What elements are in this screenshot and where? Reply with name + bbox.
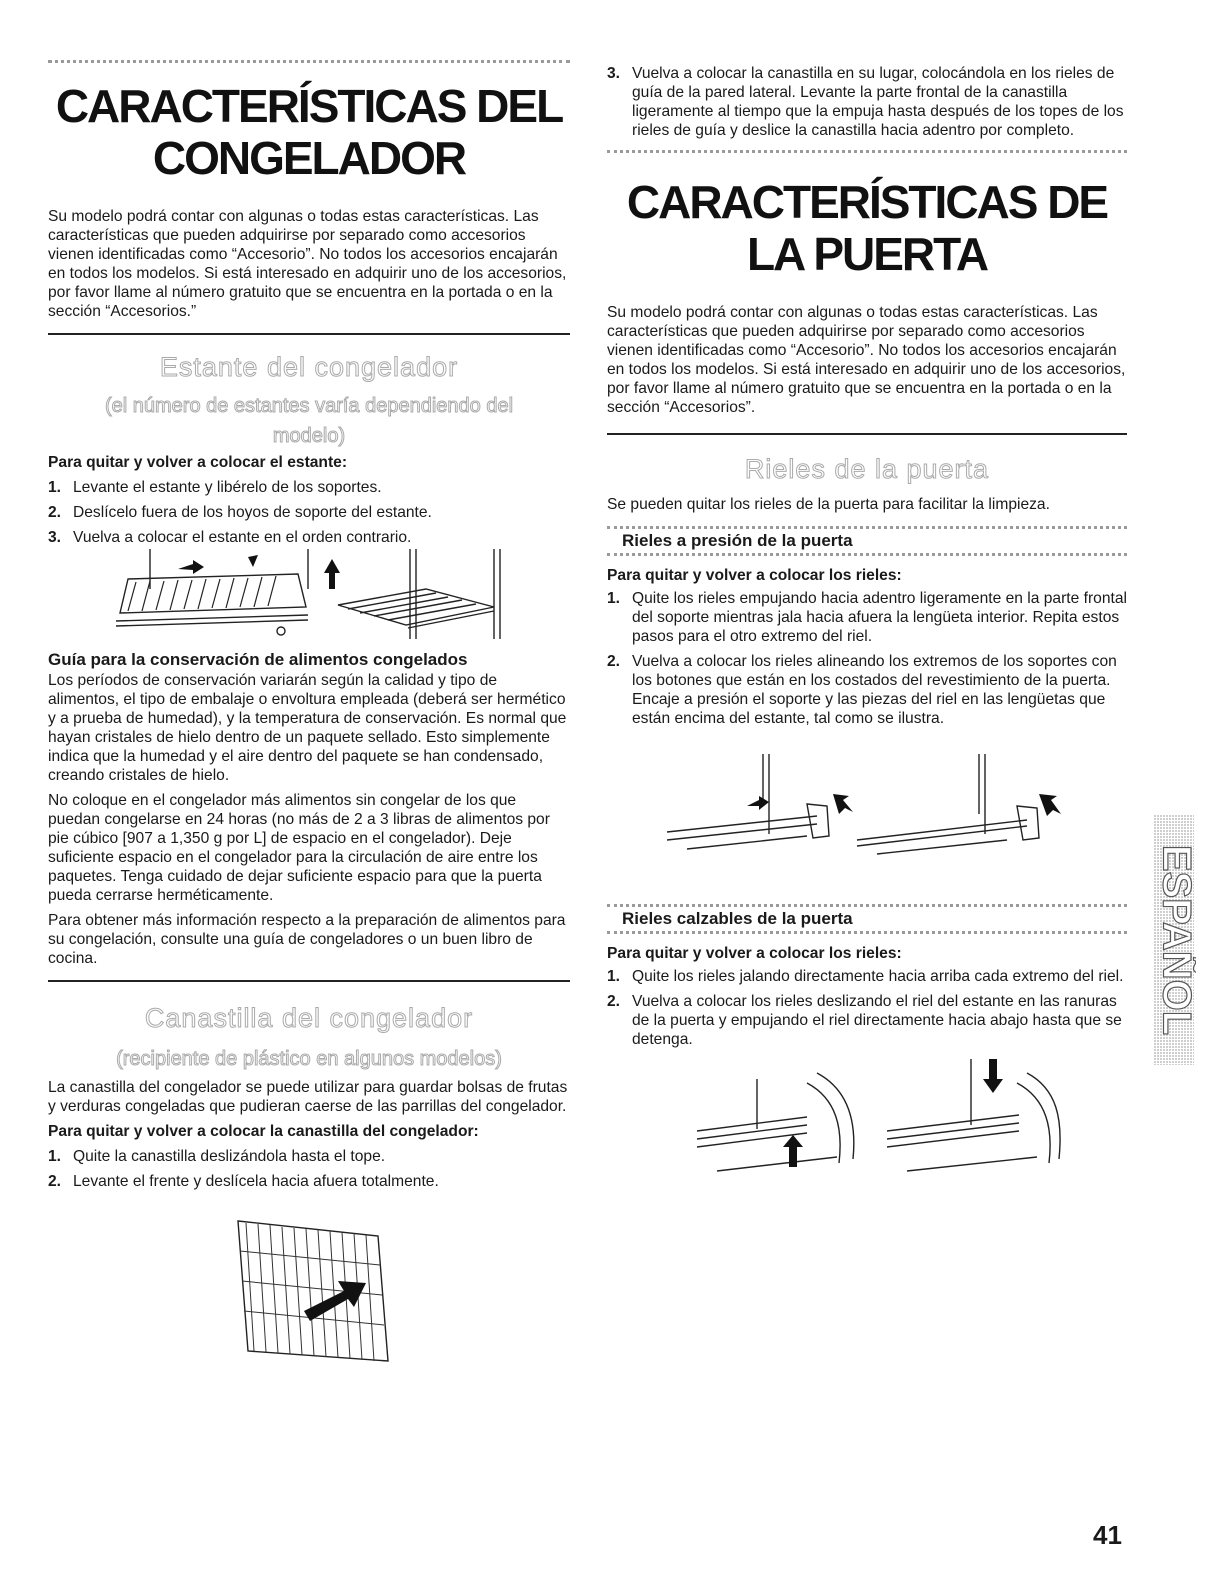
freezer-intro: Su modelo podrá contar con algunas o todas estas características. Las características que pueden adquirirse por separado como accesorios vienen identificadas como “Accesorio”. No todos los accesorios encajarán en todos los modelos. Si está interesado en adquirir uno de los accesorios, por favor llame al número gratuito que se encuentra en la portada o en la sección “Accesorios.” [48, 208, 567, 320]
slide-rails-heading: Rieles calzables de la puerta [622, 909, 853, 928]
section-rule [48, 333, 570, 335]
guide-heading: Guía para la conservación de alimentos congelados [48, 650, 468, 669]
guide-paragraph-3: Para obtener más información respecto a la preparación de alimentos para su congelación, consulte una guía de congeladores o un buen libro de cocina. [48, 912, 566, 967]
basket-subheading: (recipiente de plástico en algunos modelos) [116, 1048, 502, 1070]
list-item: 3. Vuelva a colocar el estante en el orden contrario. [48, 529, 412, 546]
slide-rail-left [697, 1073, 854, 1171]
shelf-heading: Estante del congelador [159, 352, 459, 382]
shelf-remove-drawing [116, 549, 308, 635]
dotted-rule [607, 150, 1127, 153]
rails-intro: Se pueden quitar los rieles de la puerta para facilitar la limpieza. [607, 496, 1050, 513]
list-item: 1. Quite los rieles jalando directamente hacia arriba cada extremo del riel. [607, 968, 1124, 985]
svg-text:ESPAÑOL: ESPAÑOL [1154, 844, 1196, 1036]
freezer-title-line2: CONGELADOR [152, 132, 466, 184]
basket-procedure-title: Para quitar y volver a colocar la canastilla del congelador: [48, 1123, 479, 1140]
page-number: 41 [1093, 1520, 1122, 1550]
door-intro: Su modelo podrá contar con algunas o todas estas características. Las características que pueden adquirirse por separado como accesorios vienen identificadas como “Accesorio”. No todos los accesorios encajarán en todos los modelos. Si está interesado en adquirir uno de los accesorios, por favor llame al número gratuito que se encuentra en la portada o en la sección “Accesorios”. [607, 304, 1126, 416]
left-column [48, 60, 570, 1371]
right-column [607, 60, 1127, 1189]
door-title-line1: CARACTERÍSTICAS DE [626, 176, 1108, 228]
rails-heading: Rieles de la puerta [744, 454, 990, 484]
list-item: 2. Vuelva a colocar los rieles deslizando el riel del estante en las ranuras de la puerta y empujando el riel directamente hacia abajo hasta que se detenga. [607, 993, 1122, 1048]
door-title-line2: LA PUERTA [746, 228, 988, 280]
section-rule [48, 980, 570, 982]
slide-rails-band [607, 904, 1127, 934]
snap-rails-heading: Rieles a presión de la puerta [622, 531, 853, 550]
snap-rail-left [667, 754, 853, 849]
basket-intro: La canastilla del congelador se puede utilizar para guardar bolsas de frutas y verduras congeladas que pudieran caerse de las parrillas del congelador. [48, 1079, 568, 1115]
slide-rails-illustration [607, 1059, 1127, 1189]
slide-rails-procedure-title: Para quitar y volver a colocar los rieles: [607, 945, 902, 962]
shelf-steps [48, 478, 570, 547]
slide-rails-steps [607, 967, 1127, 1049]
side-tab-graphic [1148, 815, 1196, 1065]
guide-paragraph-1: Los períodos de conservación variarán según la calidad y tipo de alimentos, el tipo de embalaje o envoltura empleada (deberá ser hermético y a prueba de humedad), y la temperatura de conservación. Es normal que hayan cristales de hielo dentro de un paquete sellado. Esto simplemente indica que la humedad y el aire dentro del paquete se han condensado, creando cristales de hielo. [48, 672, 567, 784]
basket-heading: Canastilla del congelador [144, 1003, 474, 1033]
freezer-title-line1: CARACTERÍSTICAS DEL [55, 80, 563, 132]
snap-rail-right [857, 754, 1061, 854]
basket-steps-continued [607, 64, 1127, 140]
shelf-lift-drawing [324, 549, 500, 639]
shelf-subheading: (el número de estantes varía dependiendo del modelo) [104, 395, 514, 447]
basket-steps [48, 1147, 570, 1191]
shelf-illustration [48, 549, 570, 641]
guide-paragraph-2: No coloque en el congelador más alimentos sin congelar de los que puedan congelarse en 24 horas (no más de 2 a 3 libras de alimentos por pie cúbico [907 a 1,350 g por L] de espacio en el congelador). Deje suficiente espacio en el congelador para la circulación de aire entre los paquetes. Tenga cuidado de dejar suficiente espacio para que la puerta pueda cerrarse herméticamente. [48, 792, 550, 904]
shelf-procedure-title: Para quitar y volver a colocar el estante: [48, 454, 348, 471]
section-rule [607, 433, 1127, 435]
basket-illustration [48, 1211, 570, 1371]
snap-rails-band [607, 526, 1127, 556]
snap-rails-procedure-title: Para quitar y volver a colocar los rieles: [607, 567, 902, 584]
list-item: 3. Vuelva a colocar la canastilla en su lugar, colocándola en los rieles de guía de la pared lateral. Levante la parte frontal de la canastilla ligeramente al tiempo que la empuja hasta después de los topes de los rieles de guía y deslice la canastilla hacia adentro por completo. [607, 65, 1124, 139]
list-item: 2. Deslícelo fuera de los hoyos de soporte del estante. [48, 504, 432, 521]
language-side-tab [1148, 815, 1196, 1065]
top-dotted-rule [48, 60, 570, 63]
list-item: 2. Vuelva a colocar los rieles alineando los extremos de los soportes con los botones que están en los costados del revestimiento de la puerta. Encaje a presión el soporte y las piezas del riel en las lengüetas que están encima del estante, tal como se ilustra. [607, 653, 1117, 727]
snap-rails-illustration [607, 754, 1127, 864]
snap-rails-steps [607, 589, 1127, 728]
list-item: 1. Quite la canastilla deslizándola hasta el tope. [48, 1148, 386, 1165]
slide-rail-right [887, 1059, 1060, 1171]
list-item: 2. Levante el frente y deslícela hacia afuera totalmente. [48, 1173, 439, 1190]
list-item: 1. Quite los rieles empujando hacia adentro ligeramente en la parte frontal del soporte mientras jala hacia afuera la lengüeta interior. Repita estos pasos para el otro extremo del riel. [607, 590, 1127, 645]
list-item: 1. Levante el estante y libérelo de los soportes. [48, 479, 382, 496]
